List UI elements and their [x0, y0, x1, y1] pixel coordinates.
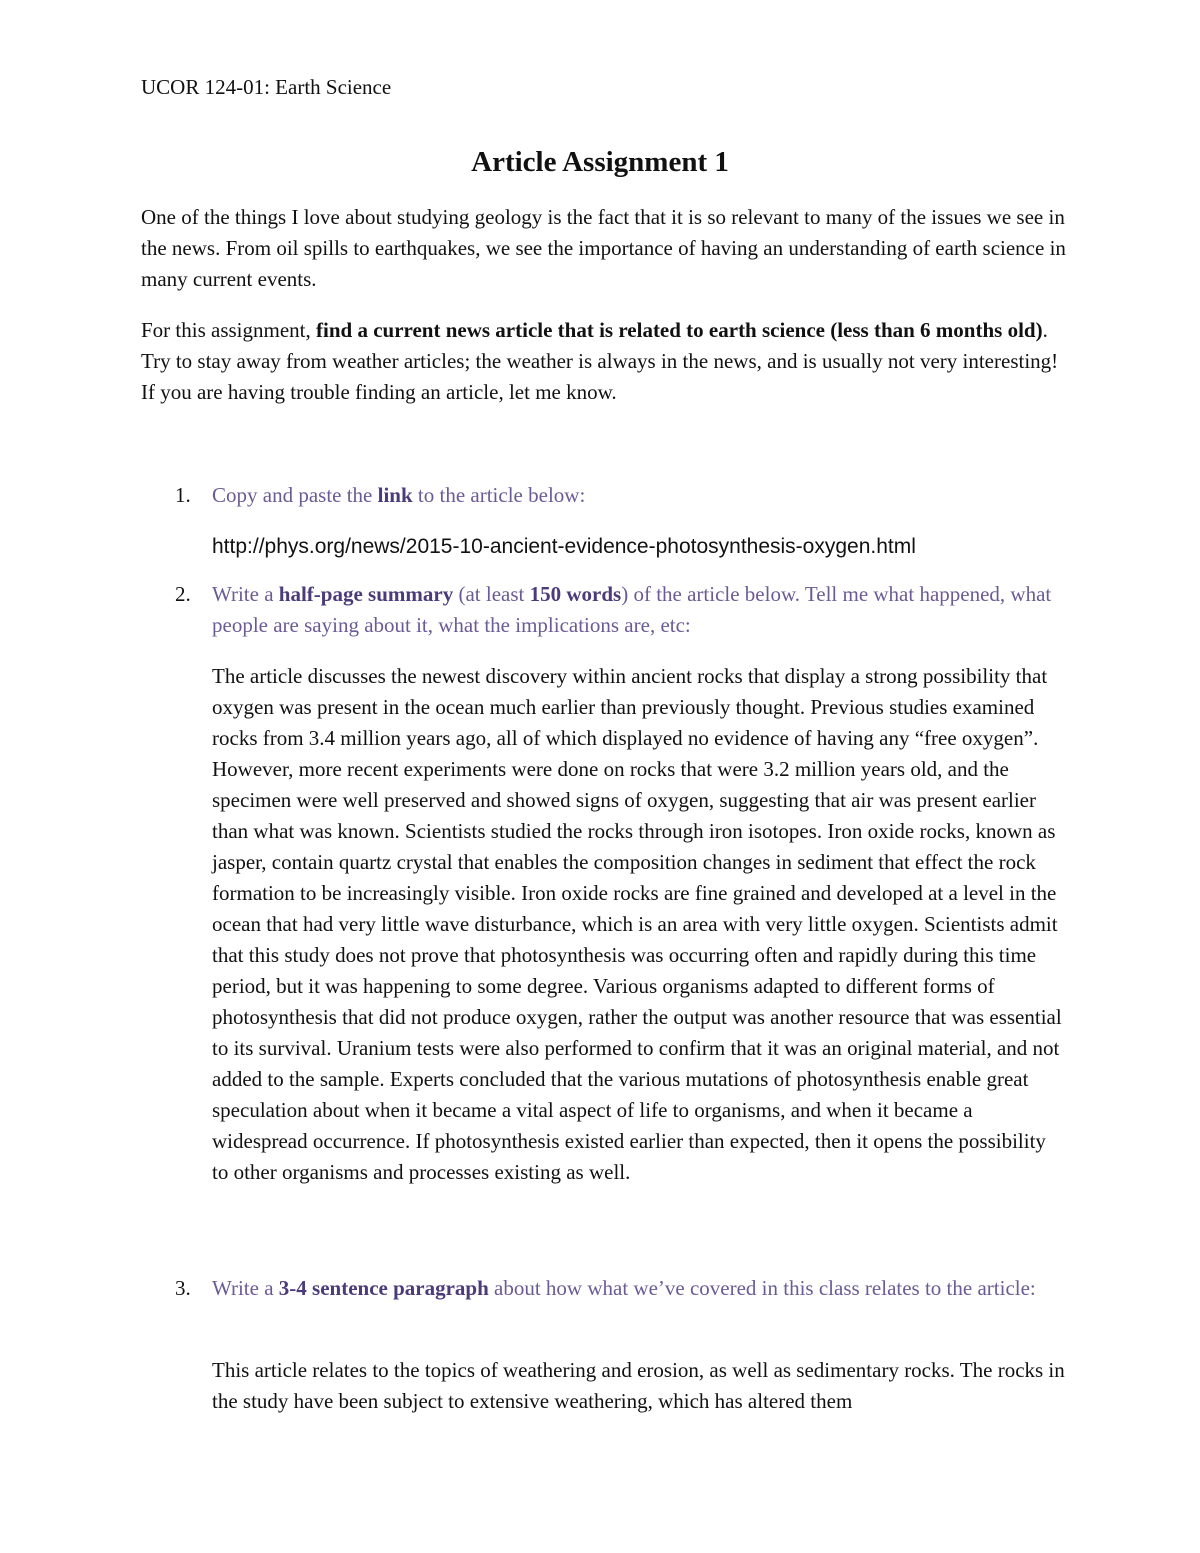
question-number: 2.	[175, 582, 191, 606]
question-prompt	[212, 579, 1067, 641]
prompt-emphasis: 150 words	[529, 582, 622, 606]
instructions-rest: . Try to stay away from weather articles; the weather is always in the news, and is usually not very interesting! If you are having trouble finding an article, let me know.	[141, 318, 1059, 404]
instructions-lead: For this assignment,	[141, 318, 317, 342]
question-prompt	[212, 480, 1067, 511]
question-number: 3.	[175, 1276, 191, 1300]
prompt-text: Write a	[212, 582, 279, 606]
question-prompt	[212, 1273, 1067, 1304]
prompt-emphasis: link	[377, 483, 413, 507]
course-header: UCOR 124-01: Earth Science	[141, 75, 392, 99]
intro-paragraph: One of the things I love about studying geology is the fact that it is so relevant to many of the issues we see in the news. From oil spills to earthquakes, we see the importance of having an understanding of earth science in many current events.	[141, 205, 1066, 291]
page-title: Article Assignment 1	[471, 146, 729, 178]
question-number: 1.	[175, 483, 191, 507]
prompt-text: Copy and paste the	[212, 483, 378, 507]
prompt-text: to the article below:	[412, 483, 586, 507]
prompt-emphasis: half-page summary	[278, 582, 454, 606]
summary-answer: The article discusses the newest discovery within ancient rocks that display a strong possibility that oxygen was present in the ocean much earlier than previously thought. Previous studies examined rocks from 3.4 million years ago, all of which displayed no evidence of having any “free oxygen”. However, more recent experiments were done on rocks that were 3.2 million years old, and the specimen were well preserved and showed signs of oxygen, suggesting that air was present earlier than what was known. Scientists studied the rocks through iron isotopes. Iron oxide rocks, known as jasper, contain quartz crystal that enables the composition changes in sediment that effect the rock formation to be increasingly visible. Iron oxide rocks are fine grained and developed at a level in the ocean that had very little wave disturbance, which is an area with very little oxygen. Scientists admit that this study does not prove that photosynthesis was occurring often and rapidly during this time period, but it was happening to some degree. Various organisms adapted to different forms of photosynthesis that did not produce oxygen, rather the output was another resource that was essential to its survival. Uranium tests were also performed to confirm that it was an original material, and not added to the sample. Experts concluded that the various mutations of photosynthesis enable great speculation about when it became a vital aspect of life to organisms, and when it became a widespread occurrence. If photosynthesis existed earlier than expected, then it opens the possibility to other organisms and processes existing as well.	[212, 664, 1062, 1184]
paragraph-answer: This article relates to the topics of weathering and erosion, as well as sedimentary rocks. The rocks in the study have been subject to extensive weathering, which has altered them	[212, 1358, 1065, 1413]
prompt-emphasis: 3-4 sentence paragraph	[278, 1276, 489, 1300]
assignment-instructions	[141, 315, 1066, 408]
prompt-text: (at least	[453, 582, 530, 606]
article-link[interactable]: http://phys.org/news/2015-10-ancient-evidence-photosynthesis-oxygen.html	[212, 535, 916, 558]
instructions-bold: find a current news article that is related to earth science (less than 6 months old)	[316, 318, 1043, 342]
prompt-text: Write a	[212, 1276, 279, 1300]
prompt-text: ) of the article below. Tell me what happened, what people are saying about it, what the implications are, etc:	[212, 582, 1052, 637]
prompt-text: about how what we’ve covered in this class relates to the article:	[488, 1276, 1036, 1300]
